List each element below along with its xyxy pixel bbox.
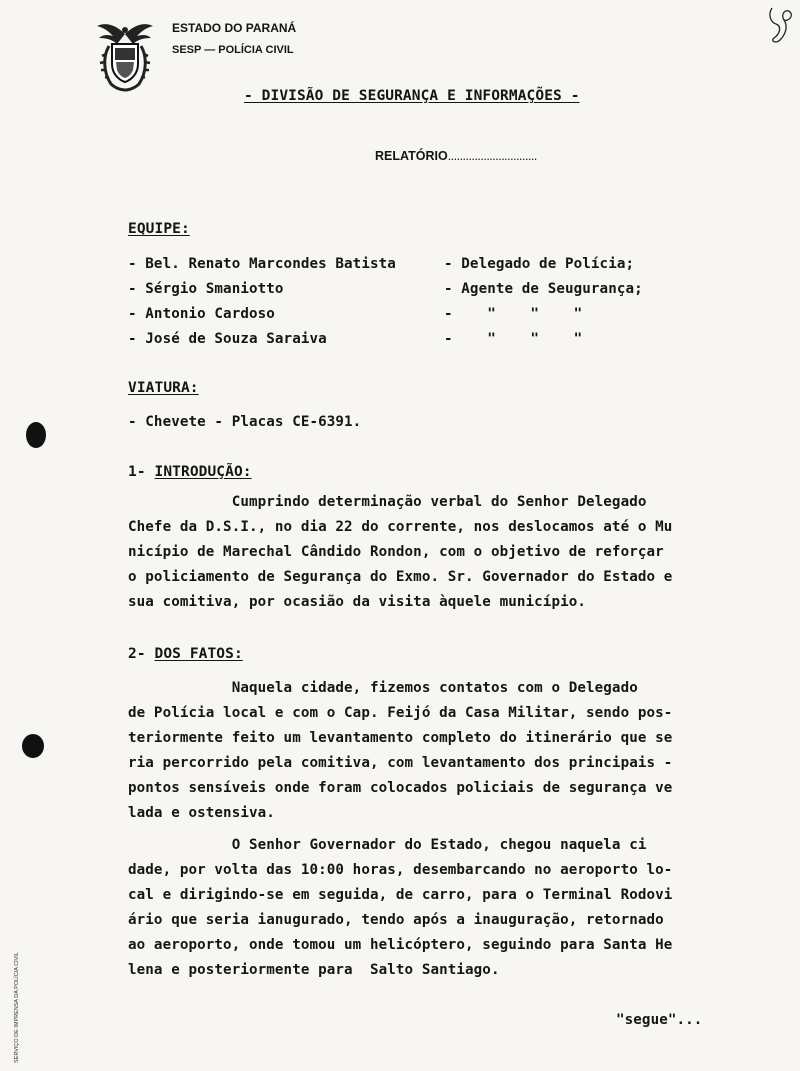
intro-line: o policiamento de Segurança do Exmo. Sr. Governador do Estado e xyxy=(128,569,673,585)
facts-line: cal e dirigindo-se em seguida, de carro, para o Terminal Rodovi xyxy=(128,887,673,903)
facts-number: 2- xyxy=(128,646,155,662)
facts-line: lada e ostensiva. xyxy=(128,805,275,821)
punch-hole-mark xyxy=(22,734,44,758)
facts-line: ário que seria ianugurado, tendo após a inauguração, retornado xyxy=(128,912,664,928)
facts-line: O Senhor Governador do Estado, chegou naquela ci xyxy=(128,837,647,853)
intro-heading: INTRODUÇÃO: xyxy=(154,464,252,480)
punch-hole-mark xyxy=(26,422,46,448)
handwritten-mark xyxy=(766,4,796,46)
parana-coat-of-arms-emblem xyxy=(97,20,153,92)
team-member-role: - Delegado de Polícia; xyxy=(444,256,635,272)
facts-line: dade, por volta das 10:00 horas, desembarcando no aeroporto lo- xyxy=(128,862,673,878)
report-label-line xyxy=(375,149,537,163)
facts-line: pontos sensíveis onde foram colocados policiais de segurança ve xyxy=(128,780,673,796)
intro-number: 1- xyxy=(128,464,155,480)
team-member-role: - Agente de Seugurança; xyxy=(444,281,643,297)
facts-line: ria percorrido pela comitiva, com levantamento dos principais - xyxy=(128,755,673,771)
vehicle-line: - Chevete - Placas CE-6391. xyxy=(128,414,362,430)
facts-heading-line xyxy=(128,646,243,662)
facts-line: lena e posteriormente para Salto Santiago. xyxy=(128,962,500,978)
team-member-role: - " " " xyxy=(444,331,583,347)
vehicle-heading: VIATURA: xyxy=(128,380,199,396)
header-agency: SESP — POLÍCIA CIVIL xyxy=(172,44,294,56)
team-member-name: - Bel. Renato Marcondes Batista xyxy=(128,256,396,272)
continues-note: "segue"... xyxy=(616,1012,703,1028)
intro-line: Chefe da D.S.I., no dia 22 do corrente, nos deslocamos até o Mu xyxy=(128,519,673,535)
intro-line: sua comitiva, por ocasião da visita àquele município. xyxy=(128,594,587,610)
team-heading: EQUIPE: xyxy=(128,221,190,237)
facts-heading: DOS FATOS: xyxy=(154,646,243,662)
division-title xyxy=(244,88,580,104)
report-dots: .............................. xyxy=(447,149,537,163)
facts-line: de Polícia local e com o Cap. Feijó da Casa Militar, sendo pos- xyxy=(128,705,673,721)
facts-line: teriormente feito um levantamento completo do itinerário que se xyxy=(128,730,673,746)
facts-line: Naquela cidade, fizemos contatos com o Delegado xyxy=(128,680,638,696)
division-title-text: - DIVISÃO DE SEGURANÇA E INFORMAÇÕES - xyxy=(244,88,580,104)
team-member-name: - Sérgio Smaniotto xyxy=(128,281,284,297)
team-member-role: - " " " xyxy=(444,306,583,322)
team-member-name: - José de Souza Saraiva xyxy=(128,331,327,347)
report-label: RELATÓRIO xyxy=(375,149,448,163)
margin-print-note: SERVIÇO DE IMPRENSA DA POLÍCIA CIVIL xyxy=(14,952,20,1063)
intro-heading-line xyxy=(128,464,252,480)
intro-line: nicípio de Marechal Cândido Rondon, com o objetivo de reforçar xyxy=(128,544,664,560)
facts-line: ao aeroporto, onde tomou um helicóptero, seguindo para Santa He xyxy=(128,937,673,953)
team-member-name: - Antonio Cardoso xyxy=(128,306,275,322)
header-state: ESTADO DO PARANÁ xyxy=(172,21,297,35)
intro-line: Cumprindo determinação verbal do Senhor Delegado xyxy=(128,494,647,510)
